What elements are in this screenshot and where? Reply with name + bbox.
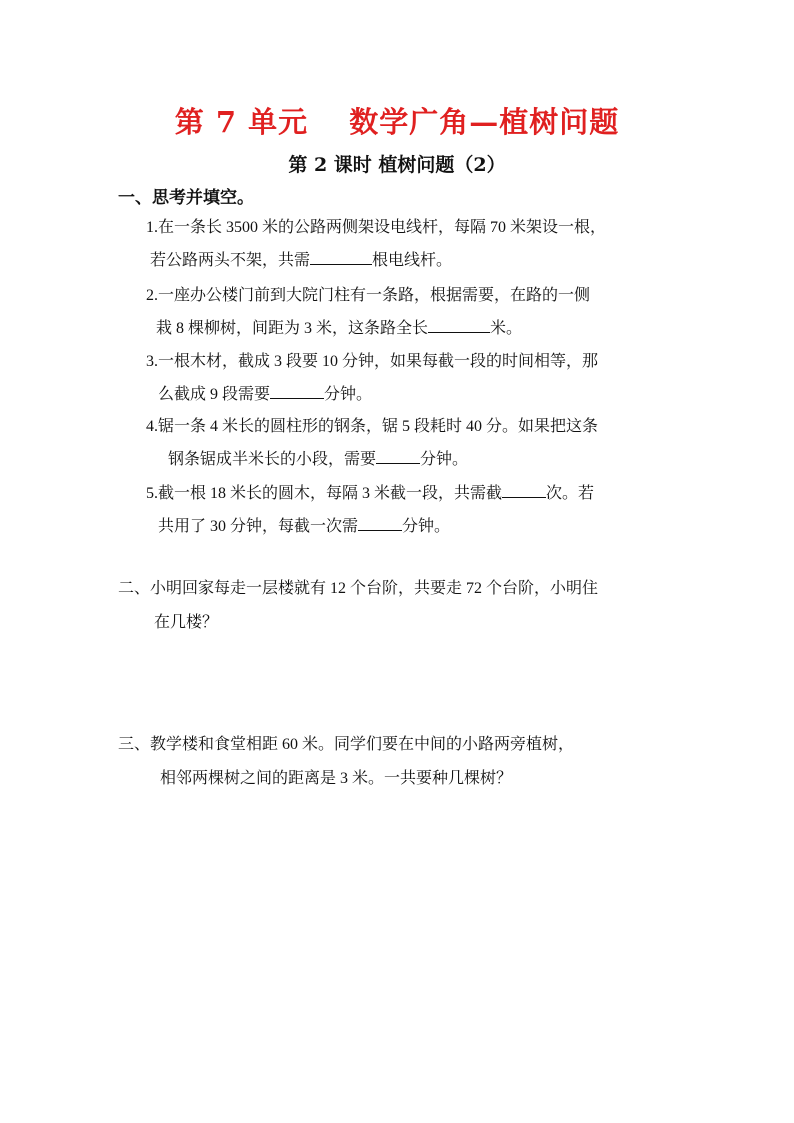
question-5-text-after-2: 分钟。 [402,518,451,535]
question-2 [0,279,591,345]
question-2-text-after: 米。 [490,320,523,337]
section2-problem [118,572,598,640]
question-4-line1: 4.锯一条 4 米长的圆柱形的钢条，锯 5 段耗时 40 分。如果把这条 [146,418,599,435]
question-1-text-before: 若公路两头不架，共需 [150,252,311,269]
question-3-text-before: 么截成 9 段需要 [158,386,271,403]
question-5-line2 [158,510,606,543]
question-5-text-before: 5.截一根 18 米长的圆木，每隔 3 米截一段，共需截 [146,485,503,502]
question-4-text-after: 分钟。 [420,451,469,468]
question-1-text-after: 根电线杆。 [372,252,453,269]
page-title: 第 7 单元 数学广角—植树问题 [174,105,620,139]
lesson-subtitle: 第 2 课时 植树问题（2） [288,154,506,176]
answer-blank-3[interactable] [270,380,324,399]
question-1-line2 [150,244,610,277]
question-5-text-after: 次。若 [546,485,595,502]
question-5 [0,477,595,543]
question-3-line1: 3.一根木材，截成 3 段要 10 分钟，如果每截一段的时间相等，那 [146,353,599,370]
question-3-text-after: 分钟。 [324,386,373,403]
question-1 [0,211,607,277]
section2-line2: 在几楼？ [154,614,219,631]
question-4 [0,410,599,476]
answer-blank-1[interactable] [310,246,372,265]
section3-problem [118,728,574,796]
answer-blank-2[interactable] [428,314,490,333]
answer-blank-5b[interactable] [358,512,402,531]
question-3-line2 [158,378,610,411]
question-2-line2 [156,312,600,345]
section3-line1: 三、教学楼和食堂相距 60 米。同学们要在中间的小路两旁植树， [118,736,575,753]
answer-blank-4[interactable] [376,445,420,464]
question-3 [0,345,599,411]
answer-blank-5a[interactable] [502,479,546,498]
question-5-line1 [146,477,594,510]
section1-heading: 一、思考并填空。 [118,188,254,208]
section2-line1: 二、小明回家每走一层楼就有 12 个台阶，共要走 72 个台阶，小明住 [118,580,599,597]
question-4-line2 [168,443,620,476]
question-2-text-before: 栽 8 棵柳树，间距为 3 米，这条路全长 [156,320,429,337]
question-1-line1: 1.在一条长 3500 米的公路两侧架设电线杆，每隔 70 米架设一根， [146,219,607,236]
question-5-text-before-2: 共用了 30 分钟，每截一次需 [158,518,359,535]
section3-line2: 相邻两棵树之间的距离是 3 米。一共要种几棵树？ [160,770,513,787]
question-2-line1: 2.一座办公楼门前到大院门柱有一条路，根据需要，在路的一侧 [146,287,591,304]
question-4-text-before: 钢条锯成半米长的小段，需要 [168,451,377,468]
